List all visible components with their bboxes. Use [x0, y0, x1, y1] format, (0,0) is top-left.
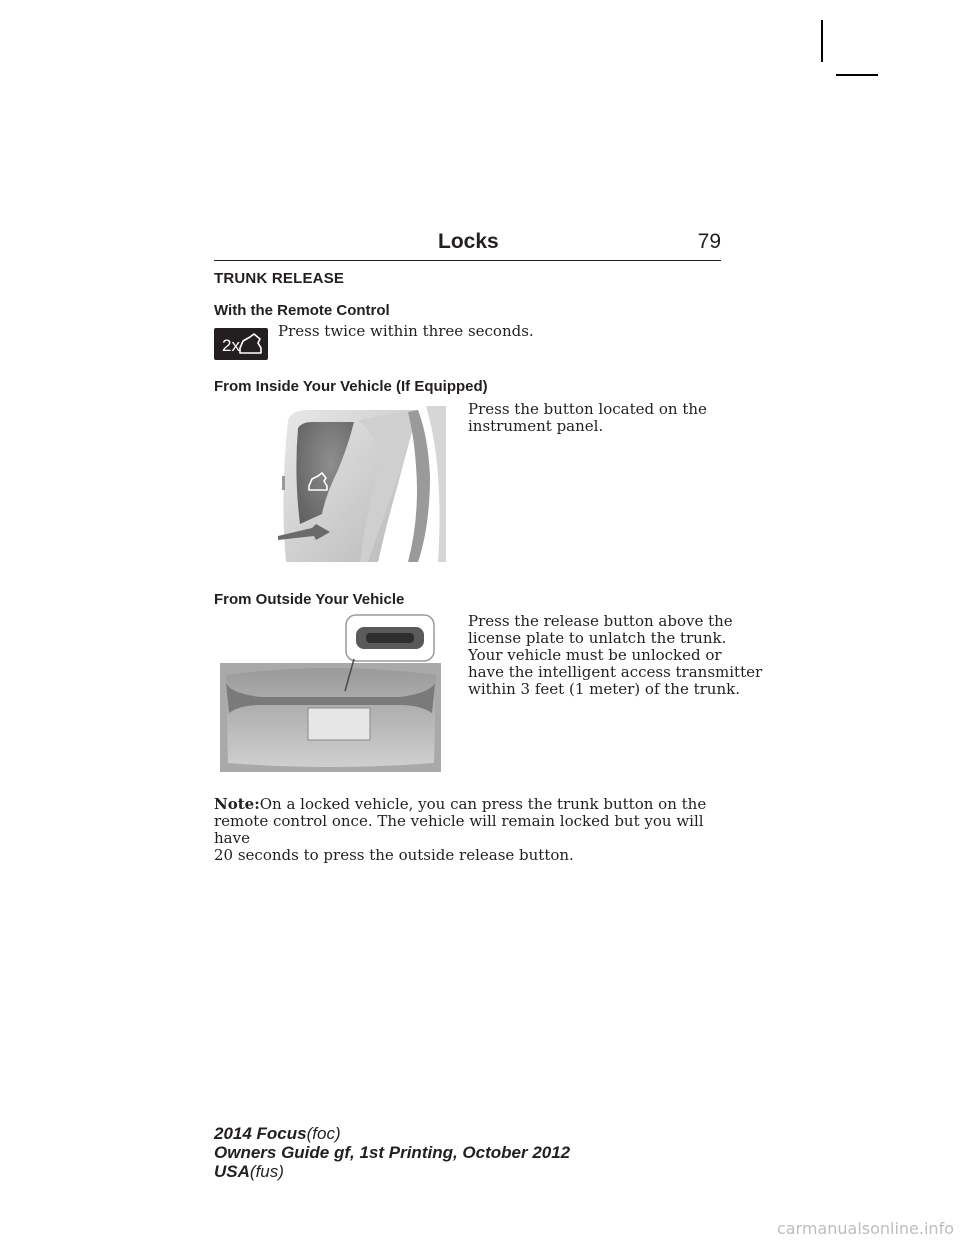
footer-guide: Owners Guide gf, 1st Printing, October 2012 — [214, 1143, 571, 1162]
note-text-line: remote control once. The vehicle will remain locked but you will have — [214, 812, 704, 847]
note-text-line: On a locked vehicle, you can press the trunk button on the — [259, 795, 707, 813]
instrument-panel-illustration — [268, 406, 446, 562]
section-title: Locks — [438, 230, 499, 253]
trunk-remote-2x-icon — [214, 328, 268, 360]
footer-model-code: (foc) — [306, 1124, 341, 1143]
page-footer — [214, 1124, 570, 1181]
page-number: 79 — [697, 230, 721, 253]
remote-icon-label: 2x — [222, 336, 240, 355]
inside-text — [468, 401, 707, 435]
watermark: carmanualsonline.info — [776, 1219, 954, 1238]
crop-mark-horizontal — [836, 74, 878, 76]
outside-text-line: have the intelligent access transmitter — [468, 663, 763, 681]
note-paragraph — [214, 796, 724, 864]
outside-heading: From Outside Your Vehicle — [214, 591, 405, 608]
trunk-release-illustration — [220, 613, 441, 772]
trunk-remote-2x-icon-graphic — [214, 328, 268, 360]
remote-text: Press twice within three seconds. — [278, 322, 534, 340]
inside-text-line: instrument panel. — [468, 417, 604, 435]
inside-heading: From Inside Your Vehicle (If Equipped) — [214, 378, 488, 395]
footer-market-code: (fus) — [249, 1162, 284, 1181]
page-header — [214, 230, 721, 261]
footer-model: 2014 Focus — [214, 1124, 307, 1143]
note-label: Note: — [214, 795, 260, 813]
outside-text — [468, 613, 762, 698]
footer-market: USA — [214, 1162, 250, 1181]
remote-heading: With the Remote Control — [214, 302, 390, 319]
page-title: TRUNK RELEASE — [214, 270, 345, 287]
inside-text-line: Press the button located on the — [468, 400, 707, 418]
crop-mark-vertical — [821, 20, 823, 62]
outside-text-line: Your vehicle must be unlocked or — [468, 646, 722, 664]
note-line-1 — [214, 796, 724, 813]
outside-text-line: within 3 feet (1 meter) of the trunk. — [468, 680, 740, 698]
note-text-line: 20 seconds to press the outside release button. — [214, 846, 574, 864]
outside-text-line: license plate to unlatch the trunk. — [468, 629, 727, 647]
outside-text-line: Press the release button above the — [468, 612, 733, 630]
